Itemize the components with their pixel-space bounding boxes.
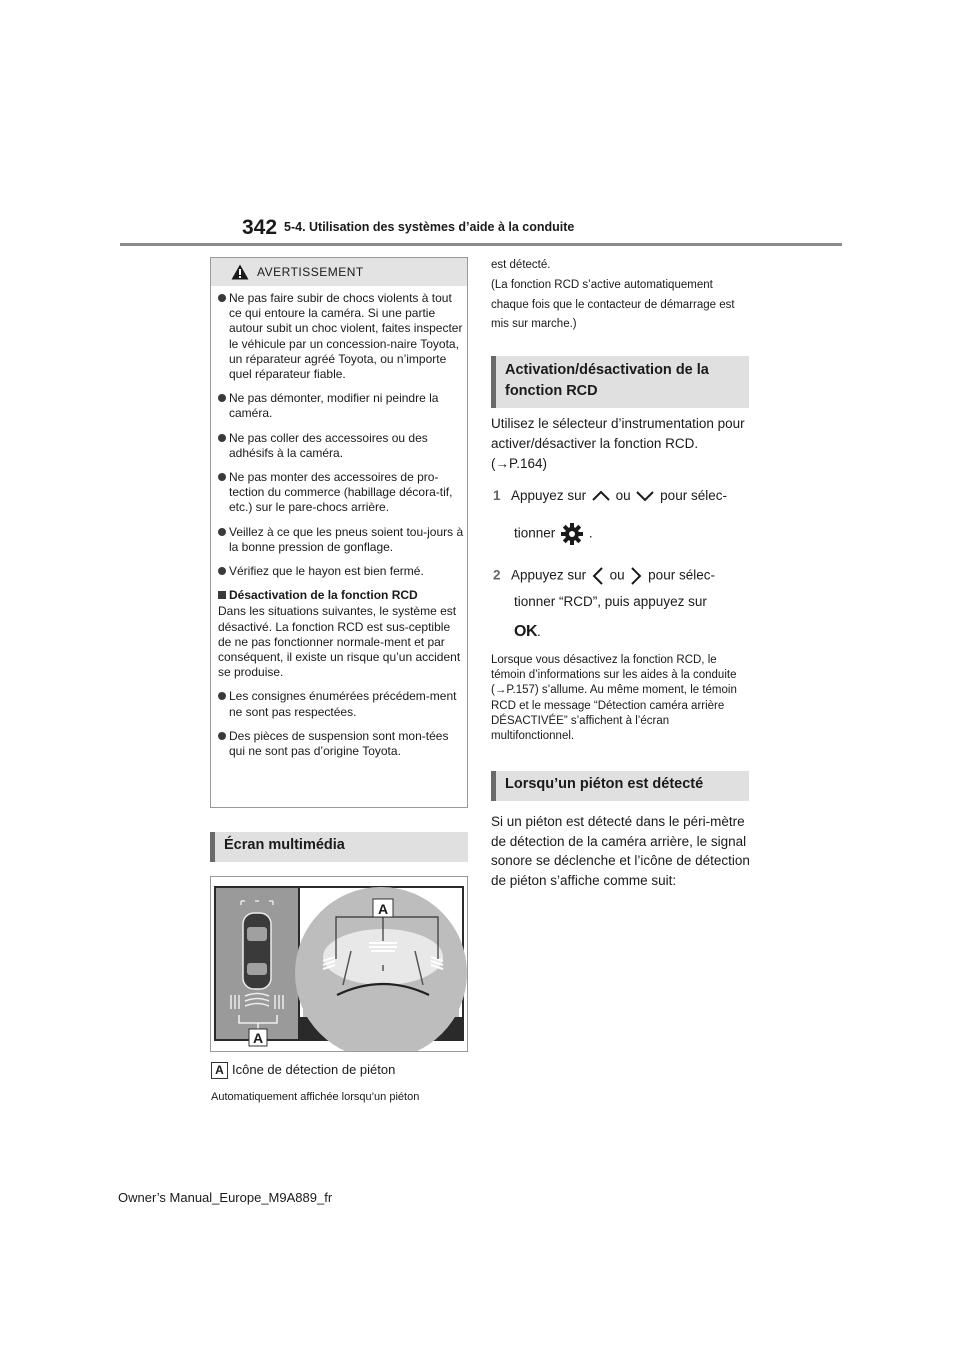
warning-item-text: Ne pas faire subir de chocs violents à tout ce qui entoure la caméra. Si une partie autour subit un choc violent, faites inspecter le véhicule par un concession-naire Toyota, un réparateur agréé Toyota, ou n’importe quel réparateur fiable. <box>229 291 463 382</box>
chevron-left-icon <box>590 565 606 587</box>
ok-button-icon: OK <box>514 623 537 640</box>
step-text: tionner <box>514 525 556 541</box>
caption-text: Icône de détection de piéton <box>232 1062 396 1077</box>
warning-header <box>211 258 467 286</box>
warning-subheading <box>218 588 464 603</box>
warning-title: AVERTISSEMENT <box>257 265 364 279</box>
step-2-line-1 <box>493 565 715 587</box>
step-2-line-3 <box>514 623 541 641</box>
camera-display-illustration <box>211 877 467 1051</box>
caption-note: Automatiquement affichée lorsqu’un piéton <box>211 1091 420 1103</box>
step-1-line-1 <box>493 488 727 503</box>
step-2-line-2: tionner “RCD”, puis appuyez sur <box>514 594 707 609</box>
square-bullet-icon <box>218 591 226 599</box>
step-text: pour sélec- <box>648 567 715 583</box>
warning-item <box>218 291 464 382</box>
step-text: . <box>537 624 541 639</box>
step-number: 2 <box>493 567 501 583</box>
chevron-down-icon <box>634 489 656 503</box>
paragraph-utilisez: Utilisez le sélecteur d’instrumentation pour activer/désactiver la fonction RCD. (→P.164) <box>491 416 745 471</box>
section-heading-ecran: Écran multimédia <box>210 832 468 862</box>
step-text: ou <box>609 567 625 583</box>
caption-label-box: A <box>211 1062 228 1079</box>
bullet-icon <box>218 732 226 740</box>
warning-list <box>218 291 464 768</box>
figure-label: A <box>252 1030 264 1046</box>
footer-text: Owner’s Manual_Europe_M9A889_fr <box>118 1190 333 1205</box>
warning-box <box>210 257 468 808</box>
continued-text: est détecté. <box>491 259 551 271</box>
step-text: Appuyez sur <box>511 567 587 583</box>
section-heading-pieton: Lorsqu’un piéton est détecté <box>491 771 749 801</box>
warning-item-text: Veillez à ce que les pneus soient tou-jours à la bonne pression de gonflage. <box>229 524 464 554</box>
warning-item-text: Ne pas démonter, modifier ni peindre la caméra. <box>229 391 439 421</box>
warning-item <box>218 470 464 516</box>
step-text: ou <box>615 488 631 503</box>
page-number: 342 <box>242 216 278 239</box>
step-text: Appuyez sur <box>511 488 587 503</box>
warning-item-text: Ne pas coller des accessoires ou des adhésifs à la caméra. <box>229 430 428 460</box>
figure-label: A <box>377 901 389 917</box>
bullet-icon <box>218 692 226 700</box>
chevron-up-icon <box>590 489 612 503</box>
warning-item <box>218 525 464 555</box>
camera-display-figure <box>210 876 468 1052</box>
warning-subtext: Dans les situations suivantes, le système est désactivé. La fonction RCD est sus-ceptible de ne pas fonctionner normale-ment et par conséquent, il existe un risque qu’un accident se produise. <box>218 604 461 680</box>
warning-item <box>218 689 464 719</box>
section-heading-activation: Activation/désactivation de la fonction RCD <box>491 356 749 408</box>
warning-item-text: Les consignes énumérées précédem-ment ne sont pas respectées. <box>229 689 457 719</box>
step-text: . <box>588 525 593 541</box>
warning-subheading-text: Désactivation de la fonction RCD <box>229 588 418 603</box>
step-number: 1 <box>493 488 501 503</box>
paragraph-si: Si un piéton est détecté dans le péri-mètre de détection de la caméra arrière, le signal sonore se déclenche et l’icône de détection de piéton s’affiche comme suit: <box>491 814 750 888</box>
step-1-line-2 <box>514 521 593 547</box>
paragraph-lorsque: Lorsque vous désactivez la fonction RCD, le témoin d’informations sur les aides à la conduite (→P.157) s’allume. Au même moment, le témoin RCD et le message “Détection caméra arrière DÉSACTIVÉE” s’affichent à l’écran multifonctionnel. <box>491 654 737 743</box>
warning-item <box>218 564 464 579</box>
note-rcd-auto: (La fonction RCD s’active automatiquement chaque fois que le contacteur de démarrage est mis sur marche.) <box>491 279 735 330</box>
warning-item <box>218 431 464 461</box>
header-rule <box>120 243 842 246</box>
bullet-icon <box>218 473 226 481</box>
bullet-icon <box>218 567 226 575</box>
bullet-icon <box>218 434 226 442</box>
warning-item-text: Des pièces de suspension sont mon-tées qui ne sont pas d’origine Toyota. <box>229 728 449 759</box>
warning-item-text: Ne pas monter des accessoires de pro-tection du commerce (habillage décora-tif, etc.) sur le pare-chocs arrière. <box>229 470 453 515</box>
warning-triangle-icon <box>231 264 249 280</box>
warning-item-text: Vérifiez que le hayon est bien fermé. <box>229 564 424 579</box>
figure-caption <box>211 1062 395 1079</box>
chevron-right-icon <box>628 565 644 587</box>
bullet-icon <box>218 528 226 536</box>
section-title: 5-4. Utilisation des systèmes d’aide à la conduite <box>284 220 575 234</box>
warning-item <box>218 391 464 421</box>
bullet-icon <box>218 394 226 402</box>
gear-icon <box>559 521 585 547</box>
warning-item <box>218 729 464 759</box>
step-text: pour sélec- <box>660 488 727 503</box>
bullet-icon <box>218 294 226 302</box>
